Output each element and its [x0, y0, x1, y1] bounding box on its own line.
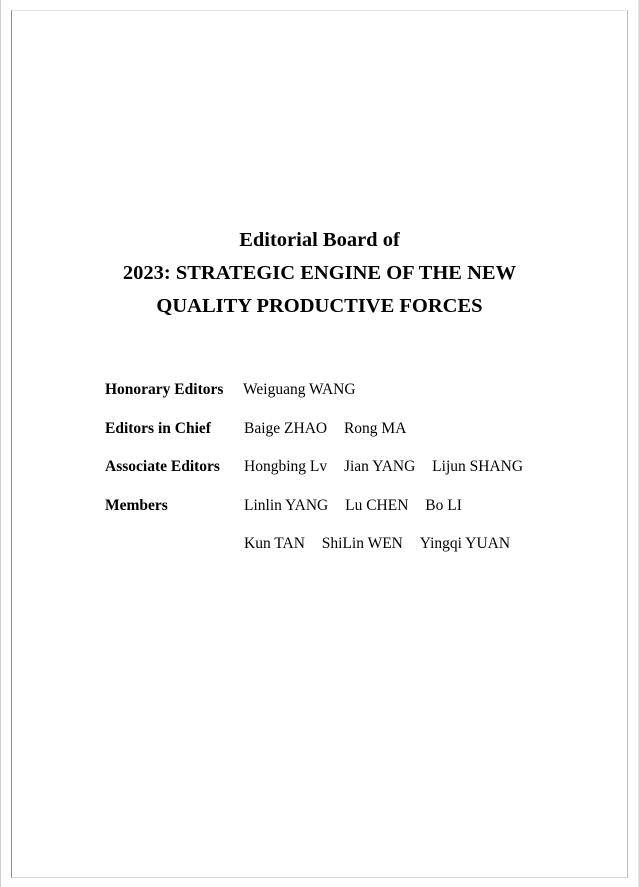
member-names — [243, 381, 369, 399]
role-label: Honorary Editors — [105, 381, 224, 398]
member-name: Weiguang WANG — [243, 381, 356, 398]
viewer-edge-left — [0, 0, 1, 887]
role-label: Associate Editors — [105, 458, 220, 475]
member-names — [244, 535, 523, 553]
member-name: Rong MA — [343, 419, 407, 437]
member-names — [244, 458, 536, 476]
member-names — [244, 497, 475, 515]
member-name: Hongbing Lv — [244, 458, 328, 475]
role-label: Members — [105, 496, 168, 514]
role-label: Editors in Chief — [105, 419, 211, 437]
title-line-2: 2023: STRATEGIC ENGINE OF THE NEW — [122, 262, 517, 284]
member-name: Kun TAN — [244, 535, 305, 552]
title-line-1: Editorial Board of — [239, 229, 400, 251]
member-name: Lu CHEN — [345, 496, 409, 514]
member-name: Linlin YANG — [244, 496, 329, 514]
member-name: Baige ZHAO — [244, 419, 328, 437]
member-name: Yingqi YUAN — [419, 535, 511, 552]
member-name: Bo LI — [425, 496, 462, 514]
member-names — [244, 420, 419, 438]
document-page — [11, 10, 628, 878]
member-name: Jian YANG — [343, 458, 416, 475]
title-line-3: QUALITY PRODUCTIVE FORCES — [156, 295, 483, 317]
page-title — [0, 224, 639, 323]
member-name: Lijun SHANG — [432, 458, 524, 475]
member-name: ShiLin WEN — [321, 535, 403, 552]
